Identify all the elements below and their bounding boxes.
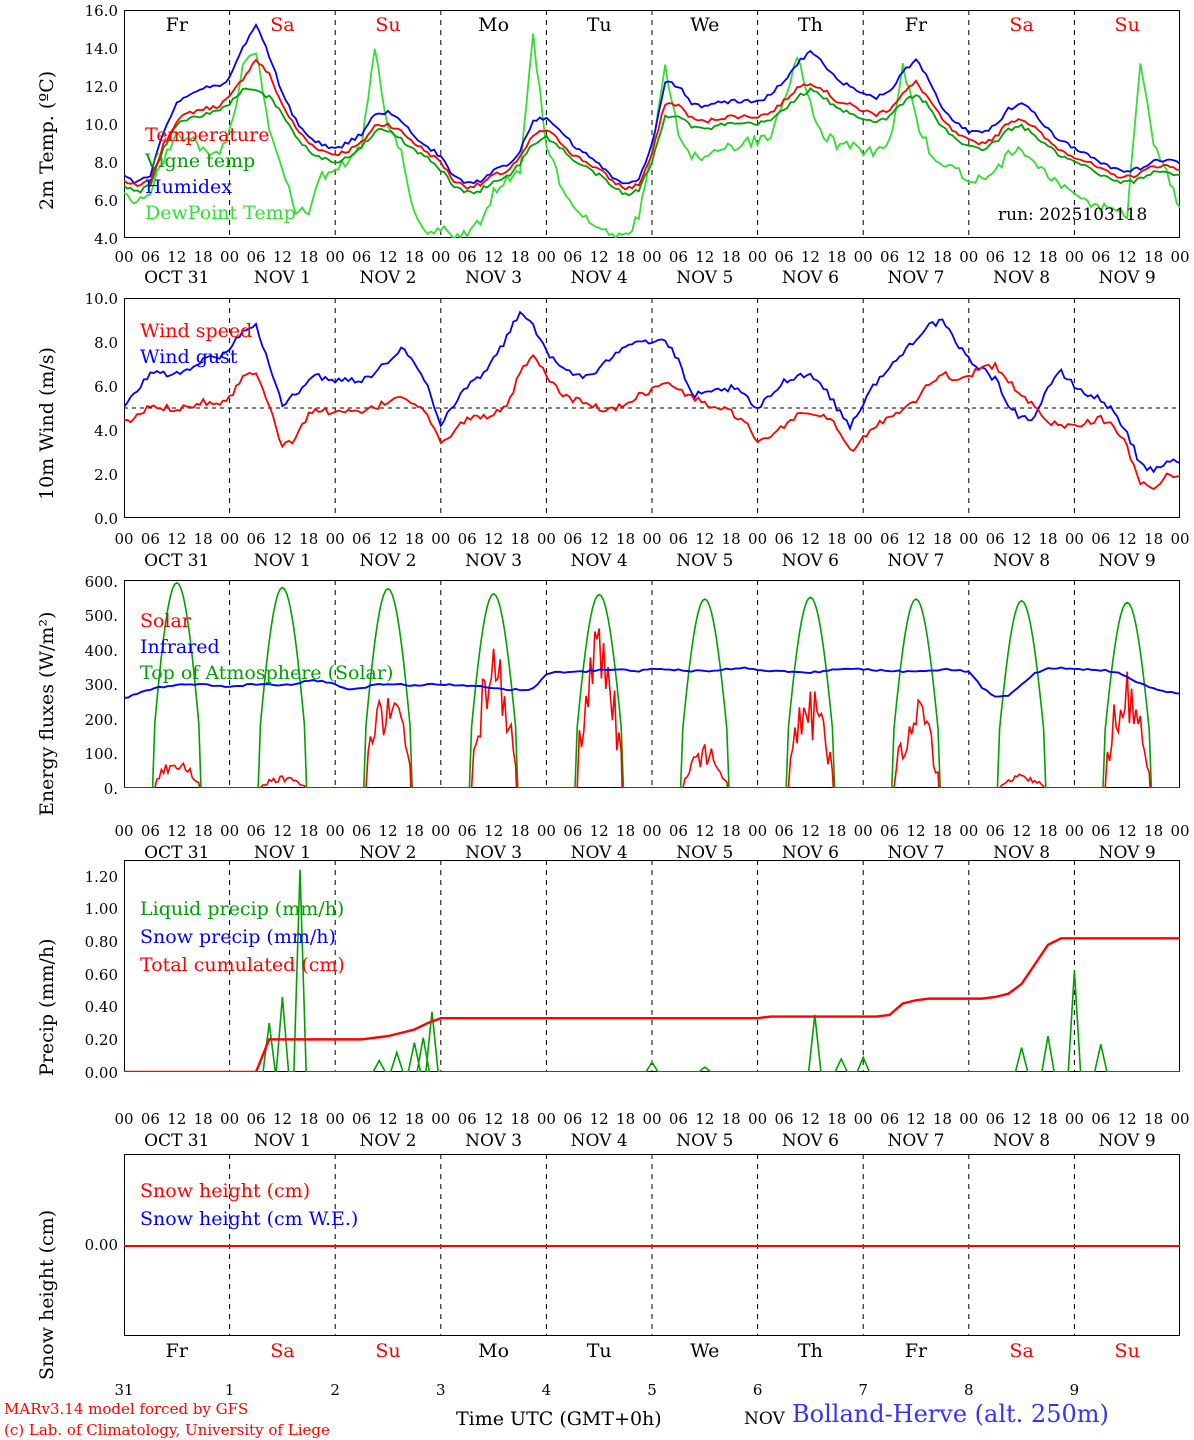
x-hour-tick: 12 bbox=[484, 248, 504, 266]
x-hour-tick: 12 bbox=[800, 1110, 820, 1128]
x-hour-tick: 18 bbox=[404, 530, 424, 548]
legend-top-of-atmosphere: Top of Atmosphere (Solar) bbox=[140, 662, 394, 684]
x-day-label: NOV 9 bbox=[1098, 1131, 1156, 1151]
x-hour-tick: 18 bbox=[932, 248, 952, 266]
day-of-week-label: Sa bbox=[1009, 1340, 1034, 1362]
x-hour-tick: 00 bbox=[325, 822, 345, 840]
x-day-label: NOV 1 bbox=[253, 1131, 311, 1151]
x-day-label: NOV 6 bbox=[781, 551, 839, 571]
day-of-week-label: Su bbox=[375, 14, 401, 36]
legend-vigne-temp: Vigne temp bbox=[145, 150, 256, 172]
x-hour-tick: 18 bbox=[193, 248, 213, 266]
x-hour-tick: 18 bbox=[1038, 1110, 1058, 1128]
x-hour-tick: 12 bbox=[167, 822, 187, 840]
x-day-label: NOV 9 bbox=[1098, 268, 1156, 288]
x-day-label: NOV 5 bbox=[676, 1131, 734, 1151]
y-tick: 6.0 bbox=[94, 378, 118, 396]
x-hour-tick: 18 bbox=[616, 530, 636, 548]
x-day-label: OCT 31 bbox=[144, 843, 210, 863]
x-hour-tick: 18 bbox=[827, 530, 847, 548]
bottom-day-number: 6 bbox=[752, 1381, 763, 1399]
x-hour-tick: 12 bbox=[167, 530, 187, 548]
x-hour-tick: 18 bbox=[1144, 822, 1164, 840]
x-hour-tick: 18 bbox=[721, 822, 741, 840]
x-day-label: NOV 7 bbox=[887, 551, 945, 571]
x-hour-tick: 06 bbox=[563, 822, 583, 840]
x-hour-tick: 06 bbox=[774, 248, 794, 266]
wind-plot bbox=[124, 298, 1180, 518]
panel-wind-ylabel: 10m Wind (m/s) bbox=[36, 347, 58, 500]
x-day-label: NOV 6 bbox=[781, 1131, 839, 1151]
x-day-label: NOV 8 bbox=[993, 843, 1051, 863]
x-hour-tick: 18 bbox=[1038, 822, 1058, 840]
x-hour-tick: 12 bbox=[484, 530, 504, 548]
run-label: run: 2025103118 bbox=[998, 205, 1148, 225]
x-hour-tick: 00 bbox=[220, 530, 240, 548]
y-tick: 600. bbox=[84, 573, 118, 591]
x-hour-tick: 12 bbox=[695, 1110, 715, 1128]
x-hour-tick: 06 bbox=[246, 530, 266, 548]
x-hour-tick: 00 bbox=[431, 248, 451, 266]
y-tick: 0.00 bbox=[84, 1064, 118, 1082]
day-of-week-label: Th bbox=[797, 14, 823, 36]
y-tick: 16.0 bbox=[84, 2, 118, 20]
x-day-label: NOV 8 bbox=[993, 268, 1051, 288]
x-hour-tick: 06 bbox=[1091, 822, 1111, 840]
bottom-day-number: 3 bbox=[436, 1381, 446, 1399]
x-hour-tick: 06 bbox=[985, 530, 1005, 548]
y-tick: 0.60 bbox=[84, 966, 118, 984]
x-day-label: NOV 4 bbox=[570, 1131, 628, 1151]
y-tick: 6.0 bbox=[94, 192, 118, 210]
x-day-label: NOV 1 bbox=[253, 268, 311, 288]
day-of-week-label: Fr bbox=[165, 1340, 188, 1362]
x-hour-tick: 18 bbox=[827, 822, 847, 840]
x-hour-tick: 00 bbox=[642, 1110, 662, 1128]
x-day-label: NOV 9 bbox=[1098, 551, 1156, 571]
x-hour-tick: 12 bbox=[1117, 248, 1137, 266]
x-hour-tick: 00 bbox=[325, 248, 345, 266]
x-hour-tick: 12 bbox=[589, 822, 609, 840]
legend-dewpoint-temp: DewPoint Temp bbox=[145, 202, 296, 224]
panel-snow-ylabel: Snow height (cm) bbox=[36, 1209, 58, 1380]
x-day-label: NOV 4 bbox=[570, 268, 628, 288]
x-hour-tick: 06 bbox=[1091, 530, 1111, 548]
x-hour-tick: 06 bbox=[563, 1110, 583, 1128]
x-hour-tick: 06 bbox=[1091, 1110, 1111, 1128]
day-of-week-label: Fr bbox=[904, 1340, 928, 1362]
y-tick: 0. bbox=[103, 780, 118, 798]
x-hour-tick: 12 bbox=[272, 248, 292, 266]
x-hour-tick: 00 bbox=[748, 530, 768, 548]
x-hour-tick: 12 bbox=[484, 1110, 504, 1128]
x-day-label: NOV 1 bbox=[253, 551, 311, 571]
y-tick: 4.0 bbox=[94, 230, 118, 248]
x-hour-tick: 12 bbox=[906, 822, 926, 840]
x-day-label: NOV 2 bbox=[359, 268, 417, 288]
x-hour-tick: 00 bbox=[853, 530, 873, 548]
x-hour-tick: 06 bbox=[880, 1110, 900, 1128]
day-of-week-label: Mo bbox=[478, 1340, 510, 1362]
x-hour-tick: 18 bbox=[299, 822, 319, 840]
x-hour-tick: 12 bbox=[589, 248, 609, 266]
x-hour-tick: 06 bbox=[457, 1110, 477, 1128]
x-day-label: NOV 3 bbox=[465, 843, 523, 863]
x-hour-tick: 00 bbox=[220, 248, 240, 266]
x-hour-tick: 18 bbox=[510, 1110, 530, 1128]
x-hour-tick: 18 bbox=[193, 822, 213, 840]
x-hour-tick: 12 bbox=[484, 822, 504, 840]
x-hour-tick: 06 bbox=[457, 248, 477, 266]
day-of-week-label: Su bbox=[1114, 1340, 1140, 1362]
x-hour-tick: 12 bbox=[378, 248, 398, 266]
x-hour-tick: 06 bbox=[140, 248, 160, 266]
x-hour-tick: 00 bbox=[853, 248, 873, 266]
x-hour-tick: 00 bbox=[1064, 822, 1084, 840]
x-hour-tick: 06 bbox=[563, 530, 583, 548]
panel-precip-ylabel: Precip (mm/h) bbox=[36, 938, 58, 1076]
x-hour-tick: 06 bbox=[140, 530, 160, 548]
footer-lab-credit: (c) Lab. of Climatology, University of Liege bbox=[4, 1421, 330, 1439]
x-hour-tick: 00 bbox=[959, 248, 979, 266]
x-hour-tick: 12 bbox=[1117, 1110, 1137, 1128]
x-hour-tick: 00 bbox=[748, 822, 768, 840]
x-day-label: NOV 7 bbox=[887, 1131, 945, 1151]
x-hour-tick: 12 bbox=[589, 530, 609, 548]
x-hour-tick: 06 bbox=[668, 822, 688, 840]
x-hour-tick: 00 bbox=[536, 530, 556, 548]
x-hour-tick: 06 bbox=[774, 1110, 794, 1128]
panel-precip bbox=[0, 848, 1194, 1130]
x-hour-tick: 12 bbox=[167, 1110, 187, 1128]
day-of-week-label: Su bbox=[1114, 14, 1140, 36]
x-hour-tick: 00 bbox=[1170, 822, 1190, 840]
x-hour-tick: 18 bbox=[193, 530, 213, 548]
y-tick: 400. bbox=[84, 642, 118, 660]
x-day-label: NOV 3 bbox=[465, 268, 523, 288]
y-tick: 8.0 bbox=[94, 154, 118, 172]
x-hour-tick: 12 bbox=[272, 1110, 292, 1128]
x-hour-tick: 06 bbox=[985, 1110, 1005, 1128]
x-hour-tick: 12 bbox=[906, 248, 926, 266]
x-day-label: NOV 4 bbox=[570, 843, 628, 863]
x-hour-tick: 18 bbox=[1038, 530, 1058, 548]
x-hour-tick: 00 bbox=[1170, 1110, 1190, 1128]
bottom-day-number: 9 bbox=[1069, 1381, 1080, 1399]
x-hour-tick: 18 bbox=[616, 248, 636, 266]
x-day-label: NOV 9 bbox=[1098, 843, 1156, 863]
x-hour-tick: 18 bbox=[827, 248, 847, 266]
x-hour-tick: 12 bbox=[800, 822, 820, 840]
day-of-week-label: Sa bbox=[270, 1340, 295, 1362]
x-day-label: NOV 4 bbox=[570, 551, 628, 571]
x-hour-tick: 18 bbox=[1144, 248, 1164, 266]
x-day-label: NOV 8 bbox=[993, 1131, 1051, 1151]
legend-snow-height: Snow height (cm) bbox=[140, 1180, 311, 1202]
day-of-week-label: Tu bbox=[586, 1340, 612, 1362]
x-hour-tick: 18 bbox=[299, 248, 319, 266]
day-of-week-label: We bbox=[690, 14, 720, 36]
x-hour-tick: 00 bbox=[220, 822, 240, 840]
x-hour-tick: 12 bbox=[1117, 822, 1137, 840]
x-hour-tick: 00 bbox=[748, 248, 768, 266]
y-tick: 100. bbox=[84, 745, 118, 763]
x-hour-tick: 00 bbox=[1170, 530, 1190, 548]
y-tick: 1.00 bbox=[84, 900, 118, 918]
x-day-label: NOV 7 bbox=[887, 843, 945, 863]
x-hour-tick: 18 bbox=[404, 248, 424, 266]
x-hour-tick: 18 bbox=[299, 530, 319, 548]
legend-liquid-precip: Liquid precip (mm/h) bbox=[140, 898, 345, 920]
x-hour-tick: 12 bbox=[800, 530, 820, 548]
x-hour-tick: 00 bbox=[536, 1110, 556, 1128]
y-tick: 0.20 bbox=[84, 1031, 118, 1049]
x-hour-tick: 00 bbox=[325, 1110, 345, 1128]
legend-humidex: Humidex bbox=[145, 176, 233, 198]
x-hour-tick: 18 bbox=[510, 530, 530, 548]
x-hour-tick: 00 bbox=[642, 822, 662, 840]
x-hour-tick: 18 bbox=[721, 248, 741, 266]
day-of-week-label: We bbox=[690, 1340, 720, 1362]
x-hour-tick: 00 bbox=[959, 822, 979, 840]
y-tick: 14.0 bbox=[84, 40, 118, 58]
y-tick: 4.0 bbox=[94, 422, 118, 440]
y-tick: 0.80 bbox=[84, 933, 118, 951]
x-hour-tick: 06 bbox=[774, 530, 794, 548]
x-hour-tick: 12 bbox=[800, 248, 820, 266]
x-day-label: NOV 2 bbox=[359, 1131, 417, 1151]
x-hour-tick: 06 bbox=[880, 248, 900, 266]
y-tick: 12.0 bbox=[84, 78, 118, 96]
x-hour-tick: 00 bbox=[536, 248, 556, 266]
x-day-label: NOV 5 bbox=[676, 551, 734, 571]
x-hour-tick: 18 bbox=[404, 822, 424, 840]
x-hour-tick: 06 bbox=[352, 248, 372, 266]
x-hour-tick: 12 bbox=[1012, 530, 1032, 548]
x-day-label: NOV 6 bbox=[781, 843, 839, 863]
panel-energy-fluxes bbox=[0, 568, 1194, 848]
x-hour-tick: 18 bbox=[1144, 1110, 1164, 1128]
x-hour-tick: 18 bbox=[510, 822, 530, 840]
y-tick: 8.0 bbox=[94, 334, 118, 352]
legend-snow-precip: Snow precip (mm/h) bbox=[140, 926, 336, 948]
x-day-label: NOV 5 bbox=[676, 843, 734, 863]
legend-wind-speed: Wind speed bbox=[140, 320, 253, 342]
day-of-week-label: Su bbox=[375, 1340, 401, 1362]
legend-infrared: Infrared bbox=[140, 636, 220, 658]
x-hour-tick: 18 bbox=[616, 1110, 636, 1128]
day-of-week-label: Fr bbox=[165, 14, 188, 36]
x-hour-tick: 06 bbox=[246, 1110, 266, 1128]
x-hour-tick: 06 bbox=[668, 1110, 688, 1128]
x-hour-tick: 12 bbox=[272, 530, 292, 548]
x-hour-tick: 00 bbox=[114, 248, 134, 266]
x-hour-tick: 12 bbox=[167, 248, 187, 266]
x-hour-tick: 18 bbox=[193, 1110, 213, 1128]
x-day-label: NOV 2 bbox=[359, 551, 417, 571]
x-hour-tick: 06 bbox=[774, 822, 794, 840]
x-hour-tick: 18 bbox=[616, 822, 636, 840]
day-of-week-label: Sa bbox=[1009, 14, 1034, 36]
bottom-day-number: 1 bbox=[224, 1381, 235, 1399]
panel-temperature-ylabel: 2m Temp. (ºC) bbox=[36, 70, 58, 210]
bottom-day-number: 8 bbox=[964, 1381, 974, 1399]
y-tick: 10.0 bbox=[84, 290, 118, 308]
x-hour-tick: 06 bbox=[668, 248, 688, 266]
y-tick: 300. bbox=[84, 676, 118, 694]
panel-wind bbox=[0, 290, 1194, 568]
x-day-label: OCT 31 bbox=[144, 268, 210, 288]
x-hour-tick: 06 bbox=[880, 822, 900, 840]
day-of-week-label: Th bbox=[797, 1340, 823, 1362]
x-hour-tick: 12 bbox=[906, 1110, 926, 1128]
x-hour-tick: 12 bbox=[589, 1110, 609, 1128]
x-hour-tick: 00 bbox=[114, 1110, 134, 1128]
x-hour-tick: 12 bbox=[1012, 1110, 1032, 1128]
x-hour-tick: 18 bbox=[510, 248, 530, 266]
x-hour-tick: 06 bbox=[457, 530, 477, 548]
x-hour-tick: 18 bbox=[932, 530, 952, 548]
x-day-label: NOV 3 bbox=[465, 551, 523, 571]
x-hour-tick: 00 bbox=[114, 822, 134, 840]
x-hour-tick: 12 bbox=[378, 822, 398, 840]
bottom-day-number: 7 bbox=[858, 1381, 868, 1399]
x-hour-tick: 00 bbox=[114, 530, 134, 548]
x-hour-tick: 12 bbox=[1117, 530, 1137, 548]
y-tick: 1.20 bbox=[84, 868, 118, 886]
x-hour-tick: 12 bbox=[272, 822, 292, 840]
x-hour-tick: 12 bbox=[378, 1110, 398, 1128]
x-hour-tick: 18 bbox=[299, 1110, 319, 1128]
x-hour-tick: 18 bbox=[721, 530, 741, 548]
x-hour-tick: 06 bbox=[352, 1110, 372, 1128]
x-day-label: OCT 31 bbox=[144, 551, 210, 571]
panel-temperature bbox=[0, 0, 1194, 285]
x-hour-tick: 00 bbox=[431, 1110, 451, 1128]
x-hour-tick: 12 bbox=[1012, 822, 1032, 840]
bottom-day-number: 4 bbox=[541, 1381, 552, 1399]
x-day-label: NOV 1 bbox=[253, 843, 311, 863]
x-day-label: OCT 31 bbox=[144, 1131, 210, 1151]
x-hour-tick: 00 bbox=[959, 530, 979, 548]
footer-nov-label: NOV bbox=[744, 1409, 785, 1429]
x-hour-tick: 00 bbox=[325, 530, 345, 548]
x-hour-tick: 12 bbox=[695, 248, 715, 266]
x-hour-tick: 06 bbox=[457, 822, 477, 840]
day-of-week-label: Tu bbox=[586, 14, 612, 36]
x-day-label: NOV 7 bbox=[887, 268, 945, 288]
footer-model-credit: MARv3.14 model forced by GFS bbox=[4, 1400, 249, 1418]
bottom-day-number: 31 bbox=[114, 1381, 134, 1399]
x-hour-tick: 06 bbox=[880, 530, 900, 548]
energy-fluxes-plot bbox=[124, 580, 1180, 788]
x-hour-tick: 00 bbox=[536, 822, 556, 840]
footer-time-axis-label: Time UTC (GMT+0h) bbox=[456, 1408, 662, 1430]
x-hour-tick: 18 bbox=[827, 1110, 847, 1128]
x-hour-tick: 06 bbox=[246, 822, 266, 840]
x-hour-tick: 00 bbox=[853, 1110, 873, 1128]
bottom-day-number: 2 bbox=[330, 1381, 340, 1399]
legend-snow-height-we: Snow height (cm W.E.) bbox=[140, 1208, 359, 1230]
x-hour-tick: 00 bbox=[1170, 248, 1190, 266]
x-hour-tick: 00 bbox=[642, 530, 662, 548]
legend-wind-gust: Wind gust bbox=[140, 346, 238, 368]
x-hour-tick: 00 bbox=[1064, 1110, 1084, 1128]
x-hour-tick: 00 bbox=[1064, 530, 1084, 548]
legend-total-cumulated: Total cumulated (cm) bbox=[140, 954, 345, 976]
panel-energy-ylabel: Energy fluxes (W/m²) bbox=[36, 611, 58, 816]
x-hour-tick: 18 bbox=[932, 1110, 952, 1128]
panel-snow-height bbox=[0, 1140, 1194, 1380]
x-hour-tick: 00 bbox=[431, 530, 451, 548]
x-hour-tick: 06 bbox=[1091, 248, 1111, 266]
x-hour-tick: 06 bbox=[985, 822, 1005, 840]
x-hour-tick: 18 bbox=[404, 1110, 424, 1128]
bottom-day-number: 5 bbox=[647, 1381, 657, 1399]
x-hour-tick: 06 bbox=[140, 1110, 160, 1128]
day-of-week-label: Mo bbox=[478, 14, 510, 36]
legend-solar: Solar bbox=[140, 610, 191, 632]
y-tick: 10.0 bbox=[84, 116, 118, 134]
x-hour-tick: 12 bbox=[695, 822, 715, 840]
x-hour-tick: 06 bbox=[352, 822, 372, 840]
x-hour-tick: 00 bbox=[1064, 248, 1084, 266]
x-day-label: NOV 8 bbox=[993, 551, 1051, 571]
y-tick: 500. bbox=[84, 607, 118, 625]
day-of-week-label: Sa bbox=[270, 14, 295, 36]
x-hour-tick: 00 bbox=[748, 1110, 768, 1128]
x-hour-tick: 12 bbox=[695, 530, 715, 548]
x-hour-tick: 06 bbox=[140, 822, 160, 840]
x-hour-tick: 06 bbox=[563, 248, 583, 266]
legend-temperature: Temperature bbox=[145, 124, 270, 146]
x-hour-tick: 00 bbox=[431, 822, 451, 840]
y-tick: 2.0 bbox=[94, 466, 118, 484]
x-hour-tick: 18 bbox=[932, 822, 952, 840]
x-hour-tick: 00 bbox=[642, 248, 662, 266]
x-hour-tick: 12 bbox=[906, 530, 926, 548]
x-hour-tick: 18 bbox=[1144, 530, 1164, 548]
x-hour-tick: 18 bbox=[721, 1110, 741, 1128]
x-hour-tick: 06 bbox=[668, 530, 688, 548]
x-day-label: NOV 6 bbox=[781, 268, 839, 288]
x-hour-tick: 00 bbox=[220, 1110, 240, 1128]
x-hour-tick: 06 bbox=[352, 530, 372, 548]
x-day-label: NOV 3 bbox=[465, 1131, 523, 1151]
x-hour-tick: 00 bbox=[853, 822, 873, 840]
y-tick: 0.40 bbox=[84, 998, 118, 1016]
x-day-label: NOV 2 bbox=[359, 843, 417, 863]
footer-location-label: Bolland-Herve (alt. 250m) bbox=[792, 1400, 1109, 1428]
x-hour-tick: 12 bbox=[1012, 248, 1032, 266]
day-of-week-label: Fr bbox=[904, 14, 928, 36]
x-hour-tick: 18 bbox=[1038, 248, 1058, 266]
y-tick: 200. bbox=[84, 711, 118, 729]
x-day-label: NOV 5 bbox=[676, 268, 734, 288]
x-hour-tick: 06 bbox=[246, 248, 266, 266]
y-tick: 0.00 bbox=[84, 1236, 118, 1254]
y-tick: 0.0 bbox=[94, 510, 118, 528]
x-hour-tick: 00 bbox=[959, 1110, 979, 1128]
x-hour-tick: 06 bbox=[985, 248, 1005, 266]
x-hour-tick: 12 bbox=[378, 530, 398, 548]
